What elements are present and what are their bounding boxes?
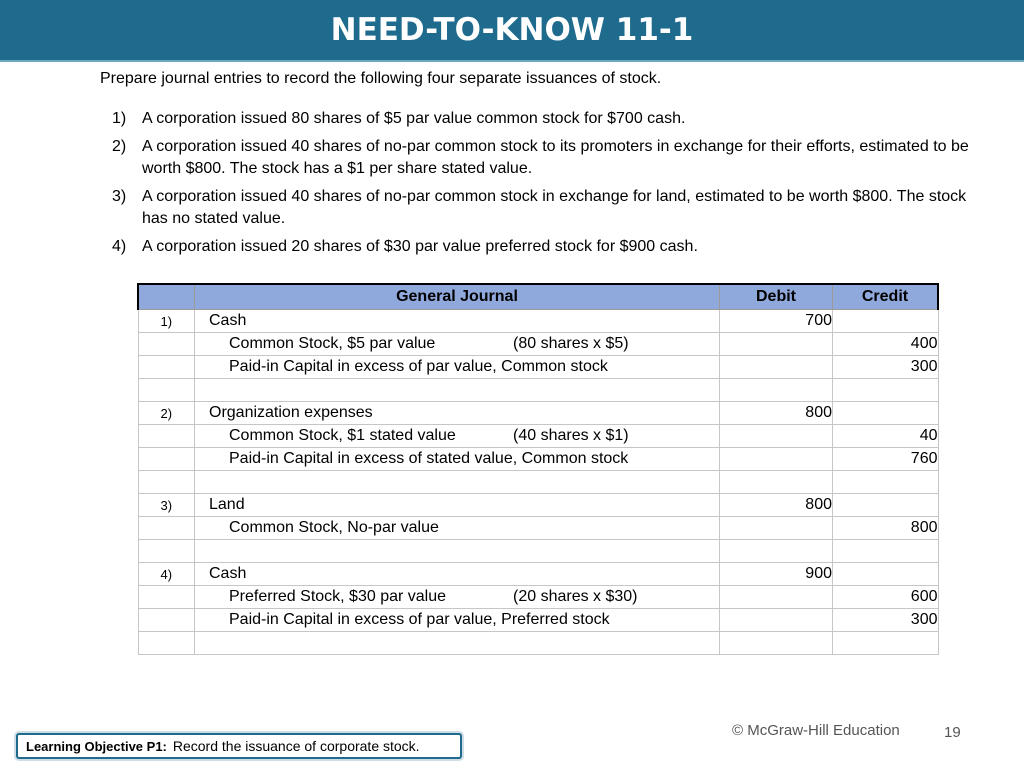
- problem-number: 1): [112, 110, 127, 127]
- problem-item: [112, 136, 982, 180]
- account-name: Common Stock, $5 par value: [229, 335, 436, 352]
- journal-description: [195, 586, 720, 609]
- calculation-note: (20 shares x $30): [513, 588, 638, 605]
- debit-amount: 900: [720, 563, 833, 586]
- credit-amount: [833, 402, 939, 425]
- entry-number: [138, 632, 195, 655]
- credit-amount: 400: [833, 333, 939, 356]
- journal-description: [195, 540, 720, 563]
- journal-description: [195, 609, 720, 632]
- general-journal-header: General Journal: [195, 284, 720, 310]
- debit-amount: 800: [720, 494, 833, 517]
- debit-amount: [720, 333, 833, 356]
- journal-row: [138, 586, 938, 609]
- debit-amount: [720, 586, 833, 609]
- journal-row: [138, 471, 938, 494]
- journal-row: [138, 448, 938, 471]
- entry-number: [138, 586, 195, 609]
- journal-description: [195, 563, 720, 586]
- entry-number: [138, 356, 195, 379]
- account-name: Paid-in Capital in excess of par value, Preferred stock: [229, 611, 610, 628]
- instructions: Prepare journal entries to record the following four separate issuances of stock.: [100, 70, 662, 87]
- credit-header: Credit: [833, 284, 939, 310]
- credit-amount: [833, 494, 939, 517]
- entry-number: 4): [138, 563, 195, 586]
- journal-row: [138, 310, 938, 333]
- entry-number: [138, 609, 195, 632]
- journal-description: [195, 379, 720, 402]
- debit-amount: 800: [720, 402, 833, 425]
- learning-objective-text: Record the issuance of corporate stock.: [172, 738, 420, 754]
- problem-text: A corporation issued 20 shares of $30 par value preferred stock for $900 cash.: [142, 238, 698, 255]
- credit-amount: [833, 632, 939, 655]
- account-name: Preferred Stock, $30 par value: [229, 588, 447, 605]
- account-name: Paid-in Capital in excess of par value, Common stock: [229, 358, 608, 375]
- problem-item: [112, 186, 982, 230]
- account-name: Land: [209, 496, 245, 513]
- credit-amount: 300: [833, 356, 939, 379]
- entry-number: [138, 333, 195, 356]
- credit-amount: 40: [833, 425, 939, 448]
- entry-number: [138, 540, 195, 563]
- journal-row: [138, 563, 938, 586]
- journal-description: [195, 448, 720, 471]
- credit-amount: 300: [833, 609, 939, 632]
- entry-number: 1): [138, 310, 195, 333]
- journal-description: [195, 402, 720, 425]
- journal-description: [195, 471, 720, 494]
- calculation-note: (80 shares x $5): [513, 335, 629, 352]
- entry-number: [138, 425, 195, 448]
- credit-amount: [833, 471, 939, 494]
- credit-amount: [833, 379, 939, 402]
- account-name: Common Stock, $1 stated value: [229, 427, 456, 444]
- journal-description: [195, 310, 720, 333]
- debit-amount: 700: [720, 310, 833, 333]
- problem-item: [112, 108, 982, 130]
- journal-row: [138, 540, 938, 563]
- journal-description: [195, 425, 720, 448]
- problem-number: 2): [112, 138, 127, 155]
- journal-description: [195, 517, 720, 540]
- debit-amount: [720, 632, 833, 655]
- general-journal-table: [137, 283, 939, 655]
- calculation-note: (40 shares x $1): [513, 427, 629, 444]
- credit-amount: 800: [833, 517, 939, 540]
- debit-amount: [720, 356, 833, 379]
- journal-header-row: [138, 284, 938, 310]
- journal-description: [195, 632, 720, 655]
- learning-objective-box: [16, 733, 462, 759]
- debit-amount: [720, 379, 833, 402]
- copyright: © McGraw-Hill Education: [732, 722, 900, 739]
- account-name: Cash: [209, 565, 247, 582]
- problem-list: [112, 108, 982, 264]
- credit-amount: 600: [833, 586, 939, 609]
- journal-description: [195, 356, 720, 379]
- journal-description: [195, 494, 720, 517]
- journal-row: [138, 632, 938, 655]
- problem-number: 3): [112, 188, 127, 205]
- debit-header: Debit: [720, 284, 833, 310]
- entry-number: 2): [138, 402, 195, 425]
- entry-number: [138, 471, 195, 494]
- journal-row: [138, 517, 938, 540]
- journal-description: [195, 333, 720, 356]
- credit-amount: [833, 310, 939, 333]
- account-name: Organization expenses: [209, 404, 373, 421]
- journal-row: [138, 494, 938, 517]
- debit-amount: [720, 448, 833, 471]
- problem-text: A corporation issued 40 shares of no-par common stock in exchange for land, estimated to be worth $800. The stock has no stated value.: [142, 188, 967, 227]
- problem-item: [112, 236, 982, 258]
- journal-row: [138, 356, 938, 379]
- entry-number: 3): [138, 494, 195, 517]
- journal-row: [138, 425, 938, 448]
- journal-row: [138, 609, 938, 632]
- page-number: 19: [944, 724, 961, 741]
- learning-objective-label: Learning Objective P1:: [26, 738, 167, 754]
- account-name: Common Stock, No-par value: [229, 519, 439, 536]
- problem-number: 4): [112, 238, 127, 255]
- problem-text: A corporation issued 40 shares of no-par common stock to its promoters in exchange for their efforts, estimated to be worth $800. The stock has a $1 per share stated value.: [142, 138, 969, 177]
- journal-row: [138, 402, 938, 425]
- credit-amount: [833, 540, 939, 563]
- debit-amount: [720, 540, 833, 563]
- account-name: Cash: [209, 312, 247, 329]
- journal-row: [138, 379, 938, 402]
- journal-body: [138, 310, 938, 655]
- title-bar: [0, 0, 1024, 62]
- page-title: NEED-TO-KNOW 11-1: [330, 12, 694, 48]
- debit-amount: [720, 609, 833, 632]
- debit-amount: [720, 471, 833, 494]
- debit-amount: [720, 517, 833, 540]
- entry-number-header: [138, 284, 195, 310]
- credit-amount: [833, 563, 939, 586]
- account-name: Paid-in Capital in excess of stated value, Common stock: [229, 450, 629, 467]
- entry-number: [138, 517, 195, 540]
- entry-number: [138, 379, 195, 402]
- problem-text: A corporation issued 80 shares of $5 par value common stock for $700 cash.: [142, 110, 686, 127]
- credit-amount: 760: [833, 448, 939, 471]
- journal-row: [138, 333, 938, 356]
- debit-amount: [720, 425, 833, 448]
- entry-number: [138, 448, 195, 471]
